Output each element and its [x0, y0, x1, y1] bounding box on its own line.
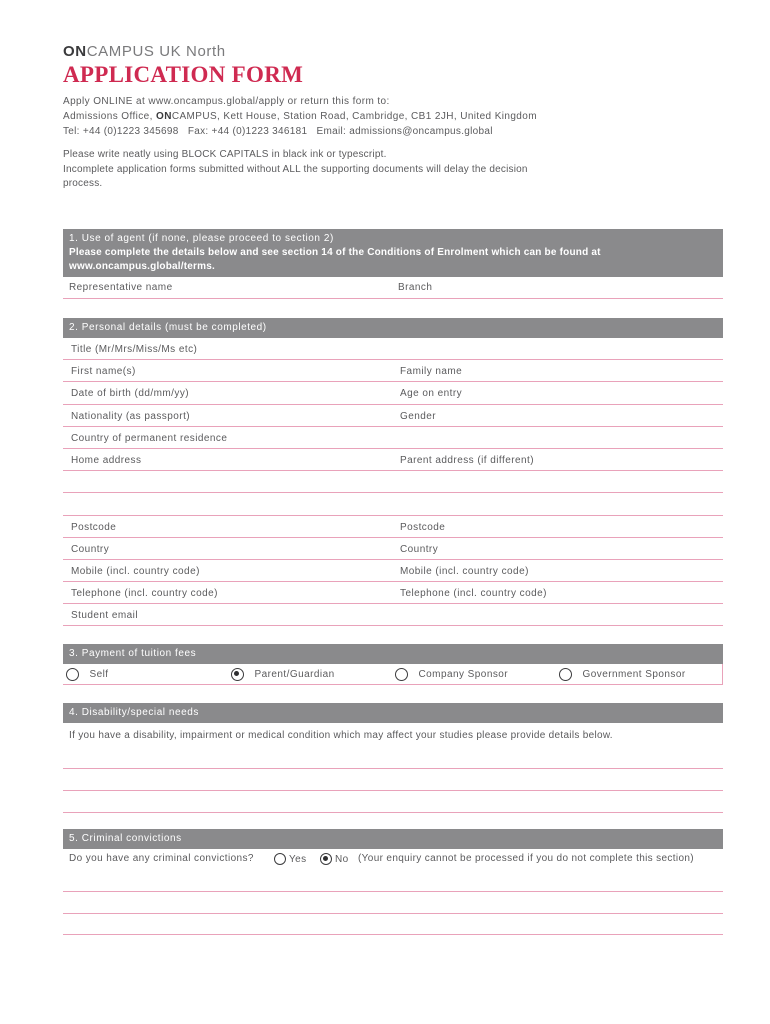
radio-button[interactable]: [395, 668, 408, 681]
form-row: [63, 516, 723, 538]
student-email-label: Student email: [71, 610, 138, 622]
section-1-header: [63, 229, 723, 277]
form-row: [63, 449, 723, 471]
date-of-birth-field[interactable]: [63, 382, 392, 403]
home-address-line-2[interactable]: [63, 471, 392, 492]
family-name-label: Family name: [400, 366, 463, 378]
convictions-details-area[interactable]: [63, 869, 723, 936]
address-prefix: Admissions Office,: [63, 111, 157, 122]
section-4-title: 4. Disability/special needs: [69, 707, 199, 718]
title-label: Title (Mr/Mrs/Miss/Ms etc): [71, 344, 198, 355]
payment-option-label: Government Sponsor: [582, 668, 686, 680]
section-3-title: 3. Payment of tuition fees: [69, 648, 197, 659]
nationality-label: Nationality (as passport): [71, 410, 191, 422]
form-row: [63, 360, 723, 382]
section-3-header: [63, 644, 723, 664]
convictions-question: Do you have any criminal convictions?: [69, 853, 254, 864]
payment-option-government-sponsor[interactable]: [559, 664, 686, 684]
parent-postcode-field[interactable]: [392, 516, 723, 537]
payment-options: [63, 664, 723, 685]
form-row: [63, 538, 723, 560]
parent-mobile-label: Mobile (incl. country code): [400, 565, 529, 577]
first-name-field[interactable]: [63, 360, 392, 381]
payment-option-label: Company Sponsor: [418, 668, 509, 680]
answer-line: [63, 913, 723, 914]
form-row: [63, 471, 723, 493]
radio-button[interactable]: [66, 668, 79, 681]
representative-name-label: Representative name: [69, 282, 173, 293]
branch-field[interactable]: [392, 278, 723, 298]
form-row: [63, 427, 723, 449]
parent-address-field[interactable]: [392, 449, 723, 470]
submission-info: [63, 94, 537, 139]
parent-address-line-2[interactable]: [392, 471, 723, 492]
personal-details-fields: [63, 338, 723, 626]
home-address-field[interactable]: [63, 449, 392, 470]
convictions-option-yes[interactable]: [274, 853, 307, 865]
form-row: [63, 560, 723, 582]
answer-line: [63, 812, 723, 813]
form-title: APPLICATION FORM: [63, 62, 304, 87]
payment-option-self[interactable]: [66, 664, 109, 684]
parent-mobile-field[interactable]: [392, 560, 723, 581]
section-1-instruction: Please complete the details below and see section 14 of the Conditions of Enrolment which can be found at: [69, 247, 601, 258]
form-row: [63, 382, 723, 404]
home-mobile-label: Mobile (incl. country code): [71, 565, 200, 577]
contact-line: Tel: +44 (0)1223 345698 Fax: +44 (0)1223 346181 Email: admissions@oncampus.global: [63, 126, 493, 137]
gender-label: Gender: [400, 410, 437, 422]
brand-on: ON: [63, 43, 87, 60]
age-on-entry-field[interactable]: [392, 382, 723, 403]
note-line: process.: [63, 178, 103, 189]
payment-option-parent-guardian[interactable]: [231, 664, 335, 684]
home-telephone-field[interactable]: [63, 582, 392, 603]
gender-field[interactable]: [392, 405, 723, 426]
radio-button[interactable]: [231, 668, 244, 681]
radio-button[interactable]: [274, 853, 286, 865]
parent-country-field[interactable]: [392, 538, 723, 559]
answer-line: [63, 934, 723, 935]
parent-country-label: Country: [400, 543, 439, 555]
nationality-field[interactable]: [63, 405, 392, 426]
agent-row: [63, 278, 723, 299]
section-5-header: [63, 829, 723, 849]
brand-rest: CAMPUS UK North: [86, 43, 226, 60]
terms-url: www.oncampus.global/terms.: [69, 261, 215, 272]
convictions-note: (Your enquiry cannot be processed if you do not complete this section): [358, 853, 694, 864]
form-row: [63, 604, 723, 626]
address-line: [63, 109, 537, 124]
age-on-entry-label: Age on entry: [400, 388, 463, 400]
parent-address-line-3[interactable]: [392, 493, 723, 514]
home-country-field[interactable]: [63, 538, 392, 559]
convictions-option-label: No: [335, 853, 349, 865]
country-of-residence-label: Country of permanent residence: [71, 432, 228, 444]
parent-telephone-field[interactable]: [392, 582, 723, 603]
disability-details-area[interactable]: [63, 746, 723, 814]
first-name-label: First name(s): [71, 366, 136, 378]
apply-online-line: Apply ONLINE at www.oncampus.global/apply or return this form to:: [63, 96, 390, 107]
representative-name-field[interactable]: [63, 278, 392, 298]
form-row: [63, 405, 723, 427]
home-address-label: Home address: [71, 454, 142, 466]
home-address-line-3[interactable]: [63, 493, 392, 514]
brand-name: [63, 43, 226, 61]
address-brand-on: ON: [156, 111, 172, 122]
parent-address-label: Parent address (if different): [400, 454, 535, 466]
form-notes: [63, 148, 528, 192]
title-field[interactable]: [63, 338, 723, 359]
form-row: [63, 582, 723, 604]
convictions-option-no[interactable]: [320, 853, 349, 865]
payment-option-label: Self: [89, 668, 109, 680]
payment-option-company-sponsor[interactable]: [395, 664, 509, 684]
section-4-header: [63, 703, 723, 723]
disability-prompt: If you have a disability, impairment or medical condition which may affect your studies please provide details below.: [69, 730, 613, 741]
radio-button[interactable]: [559, 668, 572, 681]
convictions-option-label: Yes: [289, 853, 307, 865]
parent-telephone-label: Telephone (incl. country code): [400, 588, 547, 600]
form-row: [63, 338, 723, 360]
home-postcode-label: Postcode: [71, 521, 117, 533]
home-mobile-field[interactable]: [63, 560, 392, 581]
section-2-title: 2. Personal details (must be completed): [69, 322, 267, 333]
answer-line: [63, 790, 723, 791]
address-rest: CAMPUS, Kett House, Station Road, Cambridge, CB1 2JH, United Kingdom: [171, 111, 537, 122]
student-email-field[interactable]: [63, 604, 723, 625]
section-2-header: [63, 318, 723, 338]
form-row: [63, 493, 723, 515]
home-postcode-field[interactable]: [63, 516, 392, 537]
country-of-residence-field[interactable]: [63, 427, 723, 448]
section-1-title: 1. Use of agent (if none, please proceed to section 2): [69, 233, 334, 244]
payment-option-label: Parent/Guardian: [254, 668, 335, 680]
home-country-label: Country: [71, 543, 110, 555]
home-telephone-label: Telephone (incl. country code): [71, 588, 218, 600]
answer-line: [63, 891, 723, 892]
parent-postcode-label: Postcode: [400, 521, 446, 533]
date-of-birth-label: Date of birth (dd/mm/yy): [71, 388, 190, 400]
note-line: Please write neatly using BLOCK CAPITALS in black ink or typescript.: [63, 149, 387, 160]
note-line: Incomplete application forms submitted without ALL the supporting documents will delay the decision: [63, 163, 528, 175]
answer-line: [63, 768, 723, 769]
radio-button[interactable]: [320, 853, 332, 865]
branch-label: Branch: [398, 282, 433, 293]
family-name-field[interactable]: [392, 360, 723, 381]
section-5-title: 5. Criminal convictions: [69, 833, 182, 844]
